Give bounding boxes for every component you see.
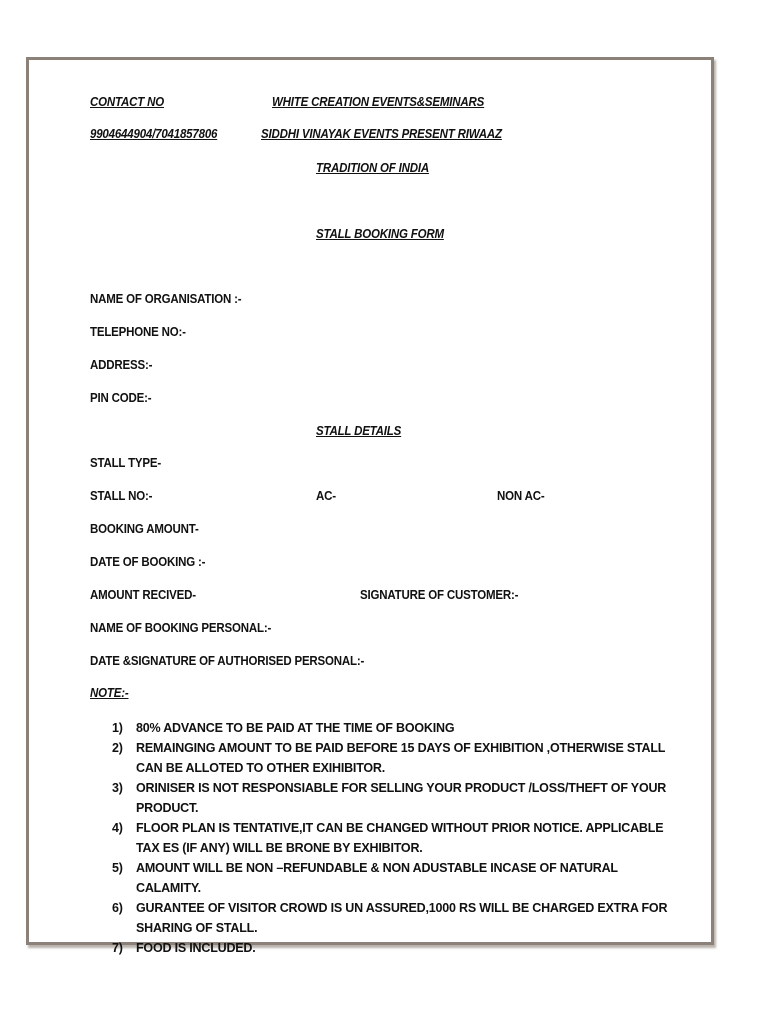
note-item: 3) ORINISER IS NOT RESPONSIABLE FOR SELLING YOUR PRODUCT /LOSS/THEFT OF YOUR PRODUCT. — [112, 781, 667, 815]
event-presenter: SIDDHI VINAYAK EVENTS PRESENT RIWAAZ — [261, 127, 502, 141]
date-of-booking-label: DATE OF BOOKING :- — [90, 555, 206, 569]
note-text: 80% ADVANCE TO BE PAID AT THE TIME OF BOOKING — [136, 721, 455, 735]
customer-signature-label: SIGNATURE OF CUSTOMER:- — [360, 588, 519, 602]
contact-label: CONTACT NO — [90, 95, 164, 109]
pin-code-field-label: PIN CODE:- — [90, 391, 152, 405]
stall-type-label: STALL TYPE- — [90, 456, 162, 470]
note-heading: NOTE:- — [90, 686, 129, 700]
note-text: FOOD IS INCLUDED. — [136, 941, 256, 955]
amount-received-label: AMOUNT RECIVED- — [90, 588, 196, 602]
booking-personal-label: NAME OF BOOKING PERSONAL:- — [90, 621, 272, 635]
note-text: GURANTEE OF VISITOR CROWD IS UN ASSURED,1000 RS WILL BE CHARGED EXTRA FOR SHARING OF STALL. — [136, 901, 668, 935]
note-item: 4) FLOOR PLAN IS TENTATIVE,IT CAN BE CHANGED WITHOUT PRIOR NOTICE. APPLICABLE TAX ES (IF ANY) WILL BE BRONE BY EXHIBITOR. — [112, 821, 664, 855]
organisation-field-label: NAME OF ORGANISATION :- — [90, 292, 242, 306]
address-field-label: ADDRESS:- — [90, 358, 153, 372]
notes-list — [112, 718, 684, 958]
form-title: STALL BOOKING FORM — [316, 227, 444, 241]
stall-no-label: STALL NO:- — [90, 489, 153, 503]
note-text: FLOOR PLAN IS TENTATIVE,IT CAN BE CHANGED WITHOUT PRIOR NOTICE. APPLICABLE TAX ES (IF ANY) WILL BE BRONE BY EXHIBITOR. — [136, 821, 664, 855]
event-tagline: TRADITION OF INDIA — [316, 161, 429, 175]
note-item: 1) 80% ADVANCE TO BE PAID AT THE TIME OF BOOKING — [112, 721, 455, 735]
ac-label: AC- — [316, 489, 336, 503]
non-ac-label: NON AC- — [497, 489, 545, 503]
note-item: 6) GURANTEE OF VISITOR CROWD IS UN ASSURED,1000 RS WILL BE CHARGED EXTRA FOR SHARING OF STALL. — [112, 901, 668, 935]
note-text: ORINISER IS NOT RESPONSIABLE FOR SELLING YOUR PRODUCT /LOSS/THEFT OF YOUR PRODUCT. — [136, 781, 667, 815]
telephone-field-label: TELEPHONE NO:- — [90, 325, 186, 339]
note-text: AMOUNT WILL BE NON –REFUNDABLE & NON ADUSTABLE INCASE OF NATURAL CALAMITY. — [136, 861, 618, 895]
booking-amount-label: BOOKING AMOUNT- — [90, 522, 199, 536]
authorised-personal-label: DATE &SIGNATURE OF AUTHORISED PERSONAL:- — [90, 654, 365, 668]
stall-details-heading: STALL DETAILS — [316, 424, 402, 438]
note-item: 7) FOOD IS INCLUDED. — [112, 941, 256, 955]
note-text: REMAINGING AMOUNT TO BE PAID BEFORE 15 DAYS OF EXHIBITION ,OTHERWISE STALL CAN BE ALLOTED TO OTHER EXIHIBITOR. — [136, 741, 665, 775]
contact-numbers: 9904644904/7041857806 — [90, 127, 218, 141]
note-item: 5) AMOUNT WILL BE NON –REFUNDABLE & NON ADUSTABLE INCASE OF NATURAL CALAMITY. — [112, 861, 618, 895]
note-item: 2) REMAINGING AMOUNT TO BE PAID BEFORE 15 DAYS OF EXHIBITION ,OTHERWISE STALL CAN BE ALLOTED TO OTHER EXIHIBITOR. — [112, 741, 665, 775]
organizer-name: WHITE CREATION EVENTS&SEMINARS — [272, 95, 485, 109]
